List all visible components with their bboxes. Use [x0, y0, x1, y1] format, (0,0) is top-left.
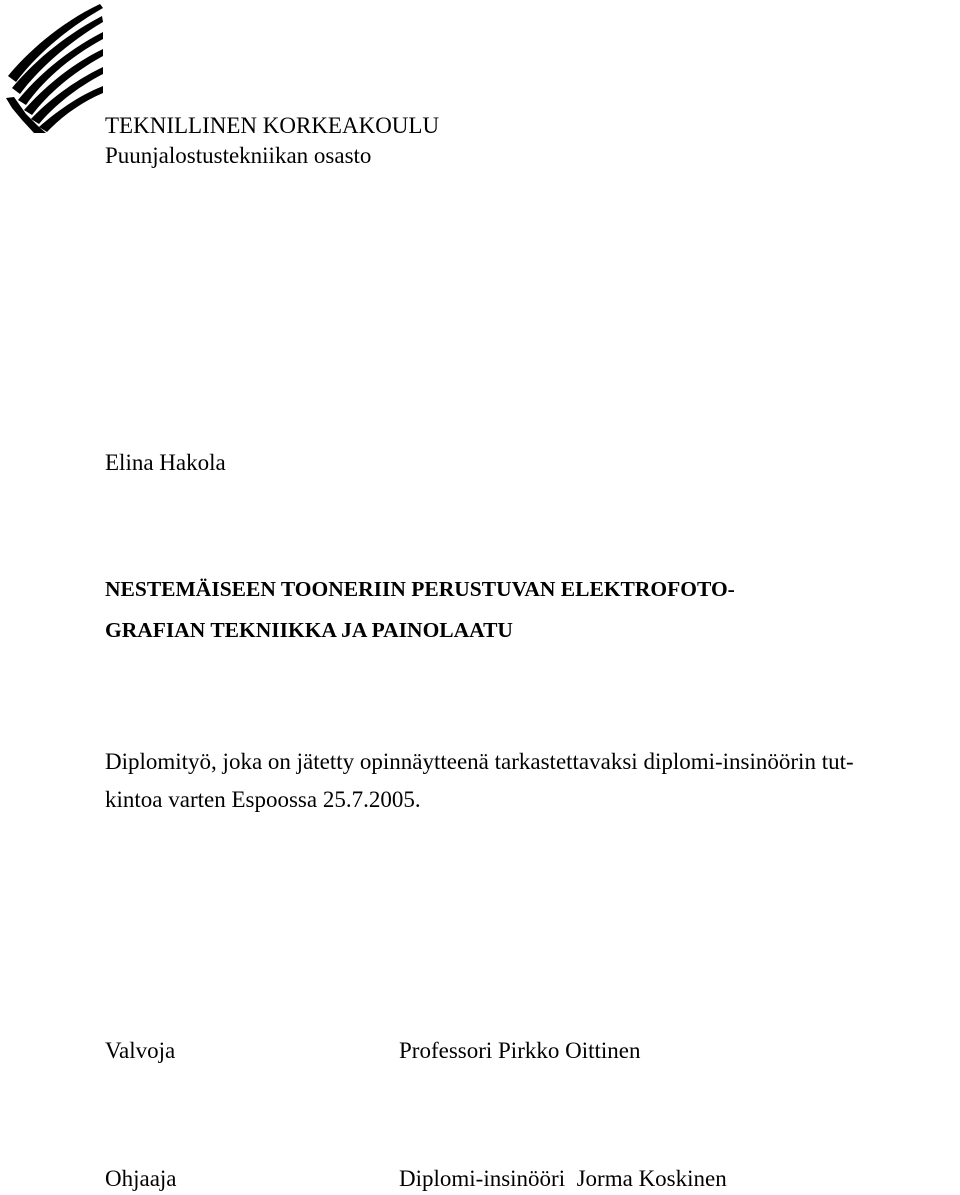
thesis-title-line-1: NESTEMÄISEEN TOONERIIN PERUSTUVAN ELEKTROFOTO- — [105, 577, 735, 601]
thesis-description-line-1: Diplomityö, joka on jätetty opinnäytteenä tarkastettavaksi diplomi-insinöörin tut- — [105, 749, 854, 774]
supervisor-name: Professori Pirkko Oittinen — [399, 1038, 641, 1063]
thesis-title-line-2: GRAFIAN TEKNIIKKA JA PAINOLAATU — [105, 618, 513, 642]
institution-name: TEKNILLINEN KORKEAKOULU — [105, 113, 440, 138]
department-name: Puunjalostustekniikan osasto — [105, 143, 372, 168]
thesis-description-line-2: kintoa varten Espoossa 25.7.2005. — [105, 787, 421, 812]
university-logo-icon — [4, 2, 104, 134]
author-name: Elina Hakola — [105, 450, 226, 475]
instructor-role: Ohjaaja — [105, 1166, 177, 1191]
supervisor-role: Valvoja — [105, 1038, 176, 1063]
instructor-name: Diplomi-insinööri Jorma Koskinen — [399, 1166, 727, 1191]
